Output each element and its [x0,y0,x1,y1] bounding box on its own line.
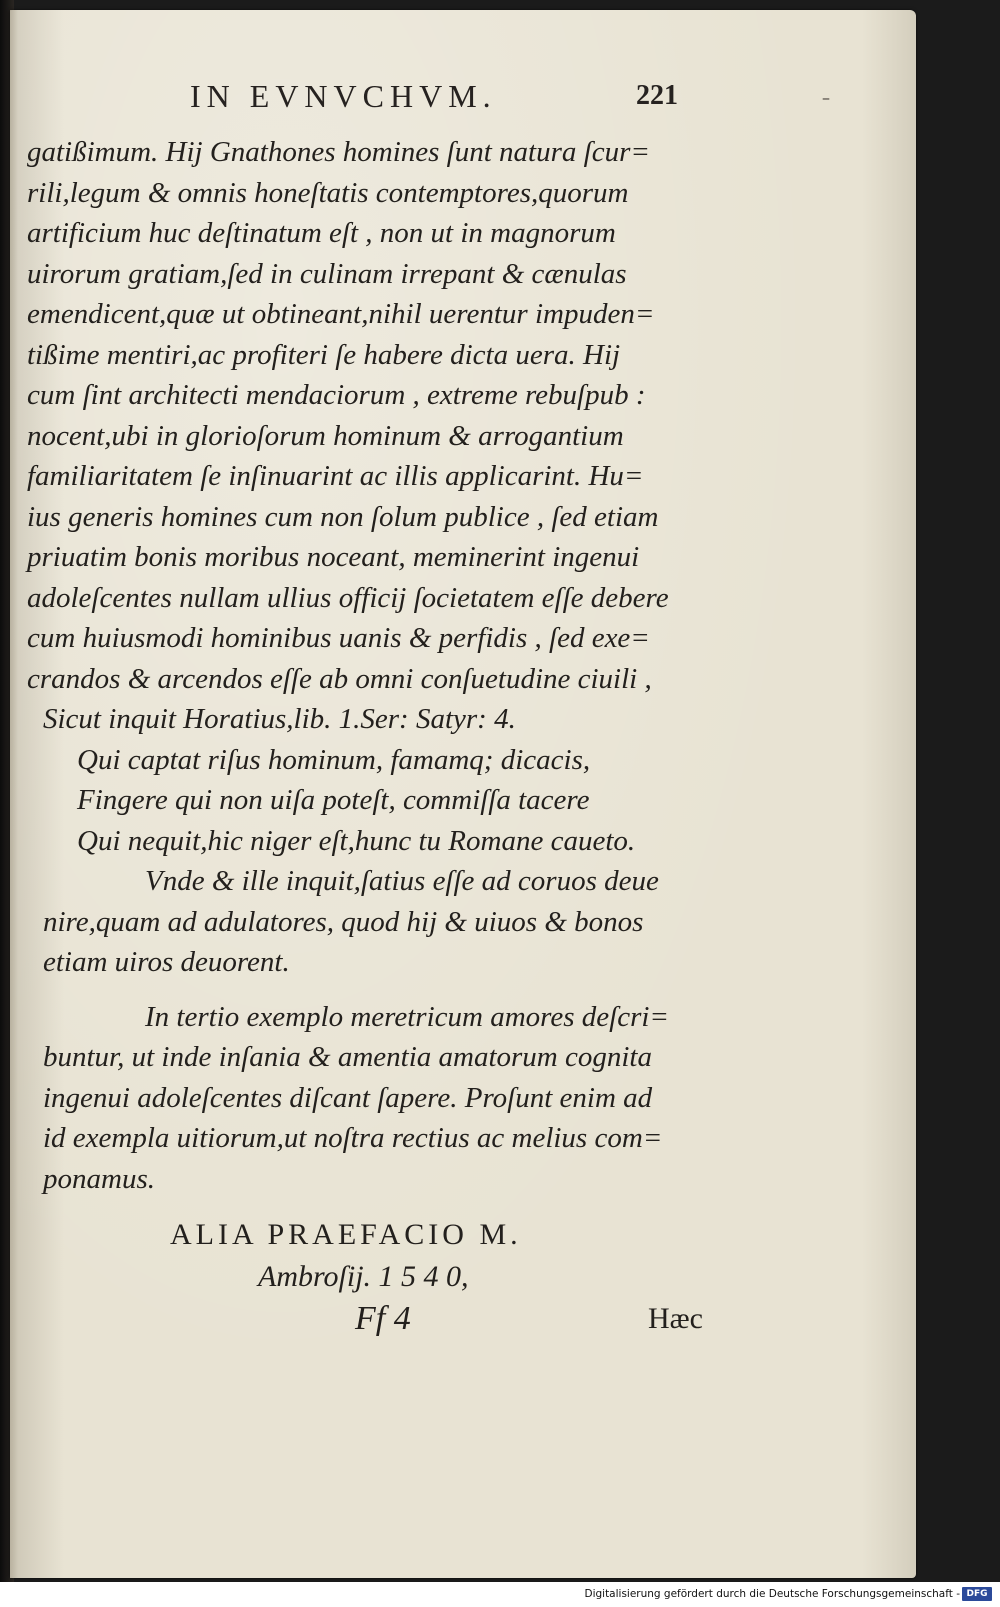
text-line: Sicut inquit Horatius,lib. 1.Ser: Satyr: 4. [43,703,516,735]
text-line: tißime mentiri,ac profiteri ſe habere dicta uera. Hij [27,338,621,371]
paragraph-first-line: In tertio exemplo meretricum amores deſcri= [145,1000,669,1033]
text-line: gatißimum. Hij Gnathones homines ſunt natura ſcur= [27,136,650,168]
verse-line: Fingere qui non uiſa poteſt, commiſſa tacere [77,784,590,816]
catchword: Hæc [648,1302,703,1335]
text-line: nocent,ubi in glorioſorum hominum & arrogantium [27,419,624,452]
text-line: adoleſcentes nullam ullius officij ſocietatem eſſe debere [27,581,669,614]
page-gutter-shade [10,10,18,1578]
text-line: artificium huc deſtinatum eſt , non ut in magnorum [27,217,616,249]
text-line: cum ſint architecti mendaciorum , extreme rebuſpub : [27,379,646,411]
text-line: ingenui adoleſcentes diſcant ſapere. Proſunt enim ad [43,1081,653,1114]
running-head: IN EVNVCHVM. [190,78,497,114]
text-line: uirorum gratiam,ſed in culinam irrepant & cænulas [27,257,627,290]
text-line: priuatim bonis moribus noceant, meminerint ingenui [27,541,640,573]
text-line: ius generis homines cum non ſolum publice , ſed etiam [27,500,659,533]
text-line: id exempla uitiorum,ut noſtra rectius ac melius com= [43,1122,663,1154]
edge-mark: – [822,88,830,107]
funding-credit: Digitalisierung gefördert durch die Deutsche Forschungsgemeinschaft - [584,1588,960,1600]
text-line: etiam uiros deuorent. [43,946,290,978]
main-text-block [27,132,707,1199]
text-line: familiaritatem ſe inſinuarint ac illis applicarint. Hu= [27,460,644,492]
text-line: nire,quam ad adulatores, quod hij & uiuos & bonos [43,905,644,938]
text-line: crandos & arcendos eſſe ab omni conſuetudine ciuili , [27,662,652,695]
verse-line: Qui nequit,hic niger eſt,hunc tu Romane caueto. [77,824,636,857]
text-line: emendicent,quæ ut obtineant,nihil uerentur impuden= [27,298,655,330]
text-line: cum huiusmodi hominibus uanis & perfidis , ſed exe= [27,622,650,654]
verse-line: Qui captat riſus hominum, famamq; dicacis, [77,743,591,776]
signature-mark: Ff 4 [355,1300,411,1337]
text-line: rili,legum & omnis honeſtatis contemptores,quorum [27,176,629,209]
text-line: ponamus. [43,1162,155,1195]
paragraph-first-line: Vnde & ille inquit,ſatius eſſe ad coruos deue [145,865,659,897]
paragraph-gap [27,983,707,997]
dfg-logo: DFG [962,1587,992,1601]
section-heading: ALIA PRAEFACIO M. [170,1218,522,1251]
text-line: buntur, ut inde inſania & amentia amatorum cognita [43,1041,652,1073]
page-number: 221 [636,80,678,111]
section-subheading: Ambroſij. 1 5 4 0, [258,1260,469,1293]
